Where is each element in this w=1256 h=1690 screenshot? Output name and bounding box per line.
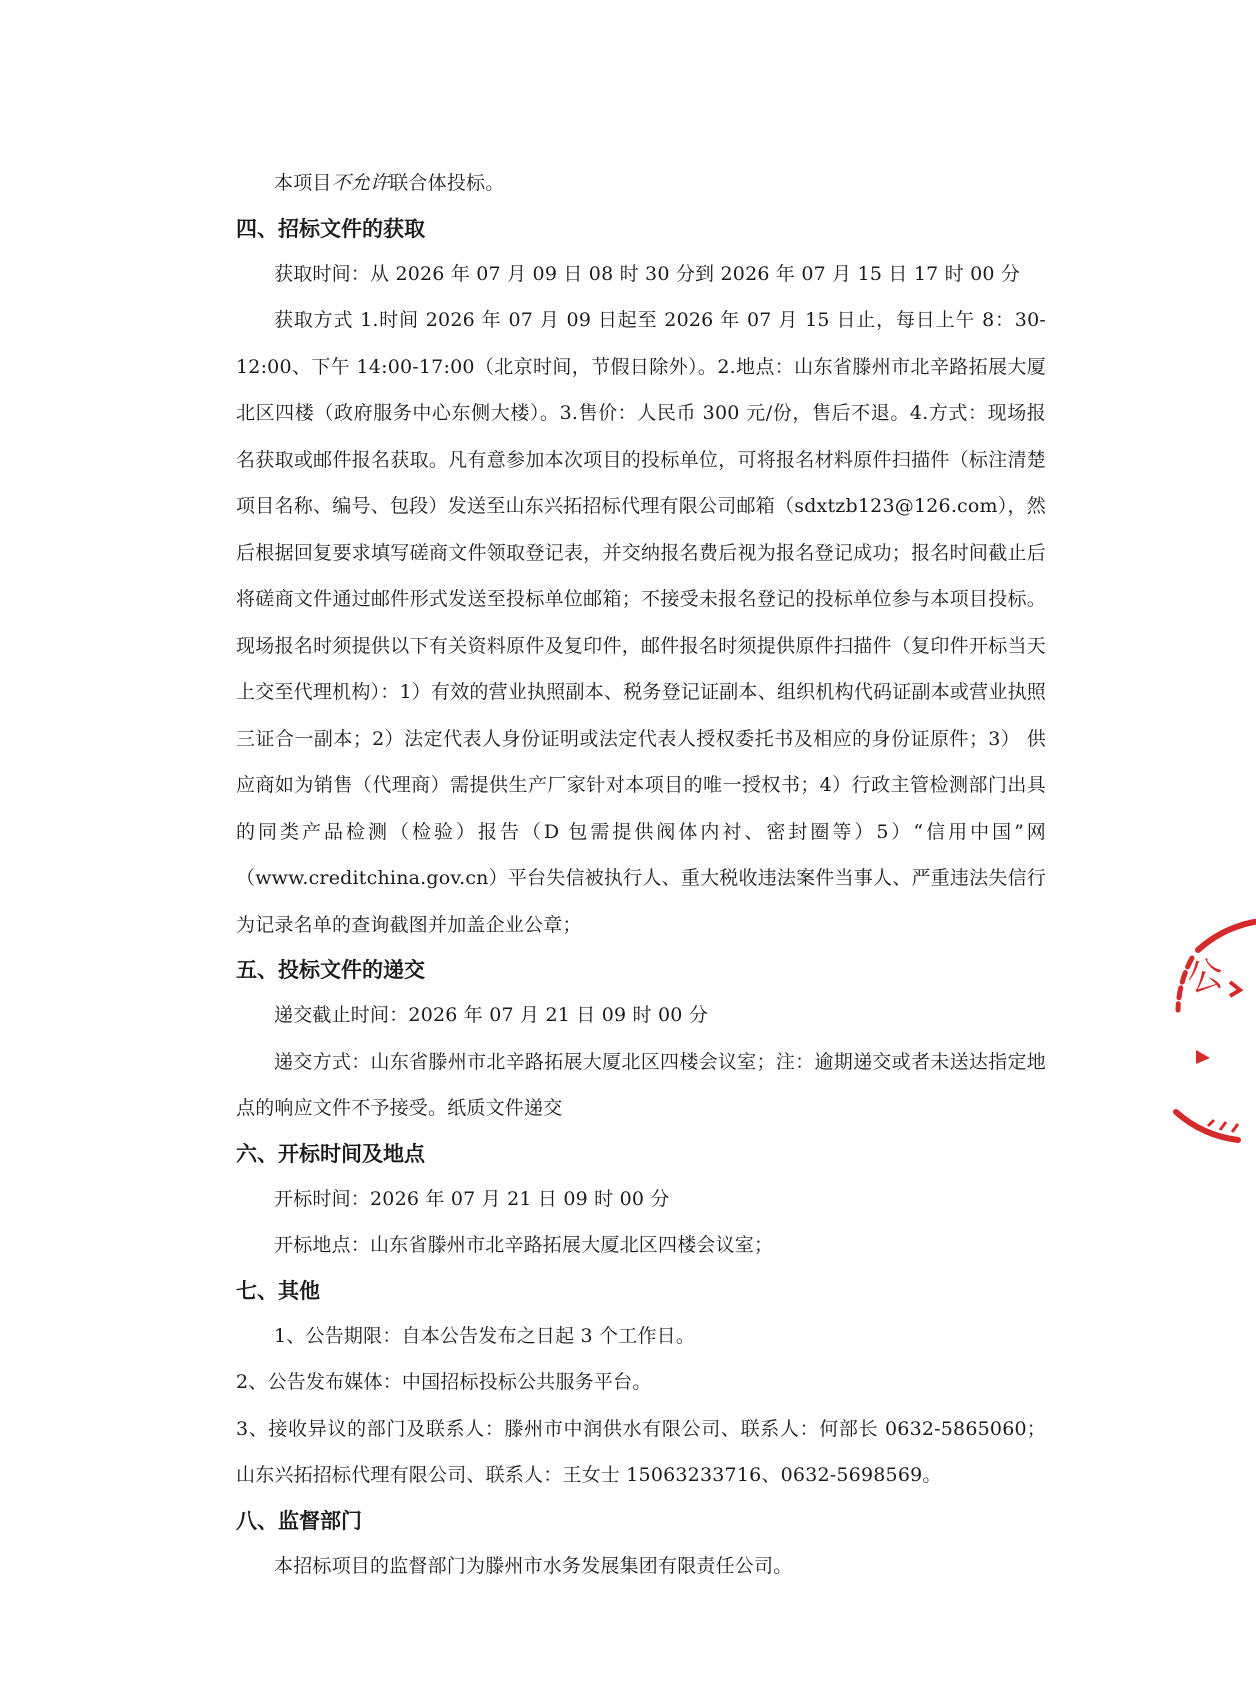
other-item-2: 2、公告发布媒体：中国招标投标公共服务平台。 — [236, 1371, 652, 1393]
joint-bid-note — [236, 160, 1046, 207]
red-seal-stamp-icon — [1168, 900, 1256, 1160]
section-8-heading: 八、监督部门 — [236, 1508, 362, 1533]
joint-bid-note-suffix: 联合体投标。 — [389, 172, 505, 194]
section-5-heading: 五、投标文件的递交 — [236, 958, 425, 982]
joint-bid-note-emphasis: 不允许 — [331, 172, 390, 194]
joint-bid-note-prefix: 本项目 — [274, 172, 332, 194]
other-item-1: 1、公告期限：自本公告发布之日起 3 个工作日。 — [274, 1324, 696, 1347]
supervision-text: 本招标项目的监督部门为滕州市水务发展集团有限责任公司。 — [274, 1554, 793, 1577]
opening-time: 开标时间：2026 年 07 月 21 日 09 时 00 分 — [274, 1187, 670, 1210]
submit-method: 递交方式：山东省滕州市北辛路拓展大厦北区四楼会议室；注：逾期递交或者未送达指定地点的响应文件不予接受。纸质文件递交 — [236, 1050, 1046, 1119]
opening-place: 开标地点：山东省滕州市北辛路拓展大厦北区四楼会议室； — [274, 1234, 774, 1256]
section-4-heading: 四、招标文件的获取 — [236, 216, 425, 241]
other-item-3: 3、接收异议的部门及联系人：滕州市中润供水有限公司、联系人：何部长 0632-5865060；山东兴拓招标代理有限公司、联系人：王女士 15063233716、0632-5698569。 — [236, 1417, 1046, 1486]
obtain-method: 获取方式 1.时间 2026 年 07 月 09 日起至 2026 年 07 月 15 日止，每日上午 8：30-12:00、下午 14:00-17:00（北京时间，节假日除外）。2.地点：山东省滕州市北辛路拓展大厦北区四楼（政府服务中心东侧大楼）。3.售价：人民币 300 元/份，售后不退。4.方式：现场报名获取或邮件报名获取。凡有意参加本次项目的投标单位，可将报名材料原件扫描件（标注清楚项目名称、编号、包段）发送至山东兴拓招标代理有限公司邮箱（sdxtzb123@126.com），然后根据回复要求填写磋商文件领取登记表，并交纳报名费后视为报名登记成功；报名时间截止后将磋商文件通过邮件形式发送至投标单位邮箱；不接受未报名登记的投标单位参与本项目投标。现场报名时须提供以下有关资料原件及复印件，邮件报名时须提供原件扫描件（复印件开标当天上交至代理机构）：1）有效的营业执照副本、税务登记证副本、组织机构代码证副本或营业执照三证合一副本；2）法定代表人身份证明或法定代表人授权委托书及相应的身份证原件；3） 供应商如为销售（代理商）需提供生产厂家针对本项目的唯一授权书；4）行政主管检测部门出具的同类产品检测（检验）报告（D 包需提供阀体内衬、密封圈等）5）“信用中国”网（www.creditchina.gov.cn）平台失信被执行人、重大税收违法案件当事人、严重违法失信行为记录名单的查询截图并加盖企业公章； — [236, 309, 1046, 936]
section-6-heading: 六、开标时间及地点 — [236, 1141, 425, 1166]
stamp-character: 公 — [1183, 953, 1228, 1001]
section-7-heading: 七、其他 — [236, 1278, 320, 1303]
submit-deadline: 递交截止时间：2026 年 07 月 21 日 09 时 00 分 — [274, 1004, 709, 1026]
document-body — [236, 160, 1046, 1589]
obtain-time: 获取时间：从 2026 年 07 月 09 日 08 时 30 分到 2026 年 07 月 15 日 17 时 00 分 — [274, 262, 1021, 285]
